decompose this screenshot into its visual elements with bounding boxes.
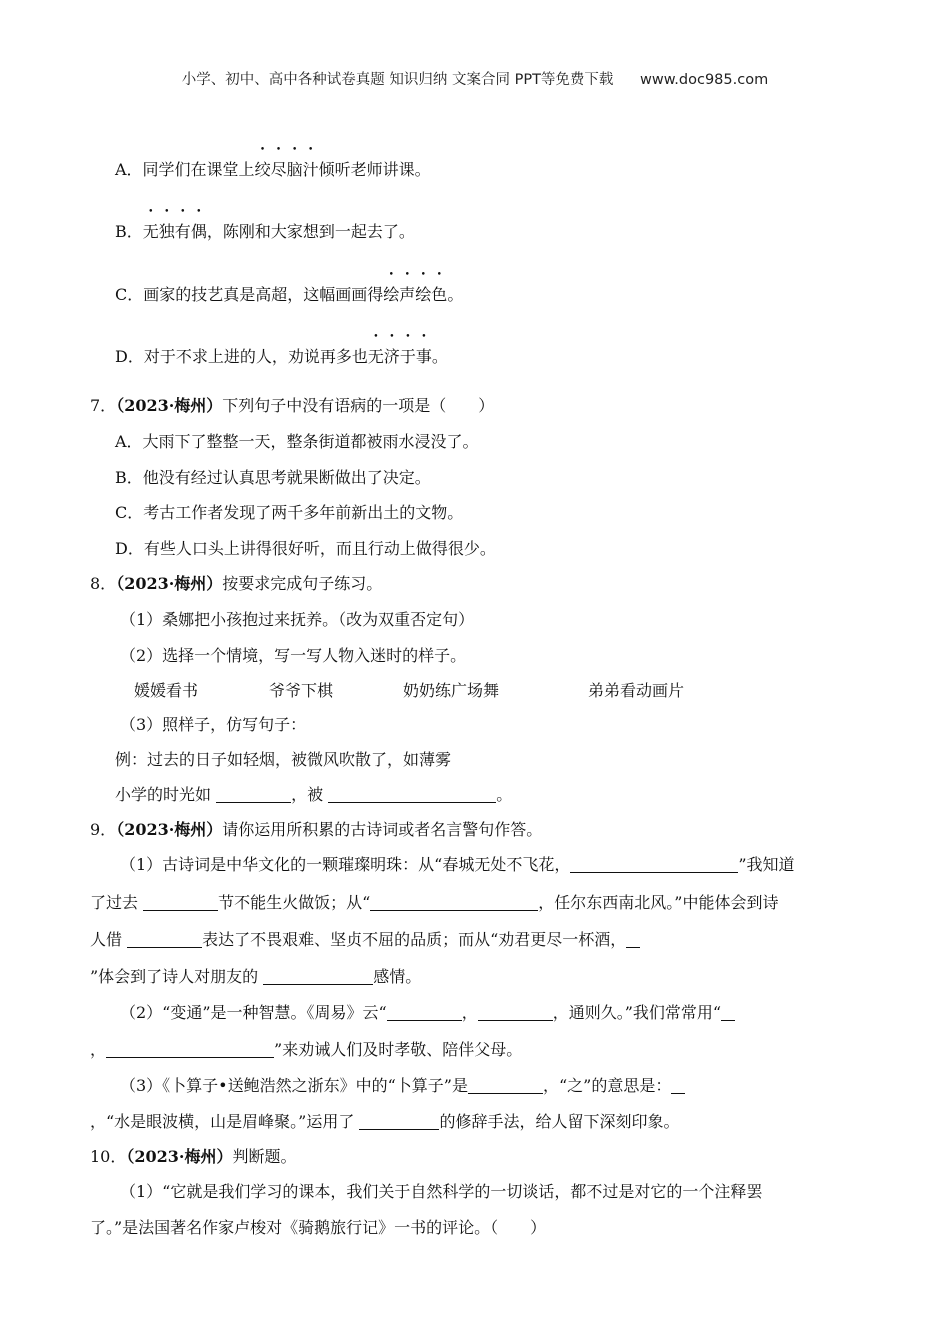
- emphasis-char: 绞: [254, 160, 271, 179]
- q9-line-2: 了过去 节不能生火做饭；从“ ，任尔东西南北风。”中能体会到诗: [90, 893, 779, 912]
- emphasis-char: 于: [399, 347, 416, 366]
- q8-part-1: （1）桑娜把小孩抱过来抚养。（改为双重否定句）: [120, 610, 475, 629]
- answer-blank[interactable]: [143, 893, 218, 911]
- emphasis-char: 绘: [383, 285, 400, 304]
- q8-scene-4: 弟弟看动画片: [588, 681, 685, 700]
- q6-option-b: B．无独有偶，陈刚和大家想到一起去了。: [115, 222, 415, 241]
- emphasis-char: 绘: [415, 285, 432, 304]
- answer-blank[interactable]: [370, 893, 538, 911]
- answer-blank[interactable]: [387, 1003, 462, 1021]
- emphasis-char: 色: [431, 285, 448, 304]
- emphasis-char: 尽: [270, 160, 287, 179]
- q7-option-a: A．大雨下了整整一天，整条街道都被雨水浸没了。: [115, 432, 479, 451]
- q10-line-2: 了。”是法国著名作家卢梭对《骑鹅旅行记》一书的评论。（ ）: [90, 1218, 547, 1237]
- page-header: [0, 68, 950, 89]
- answer-blank[interactable]: [478, 1003, 553, 1021]
- header-text: 小学、初中、高中各种试卷真题 知识归纳 文案合同 PPT等免费下载: [181, 72, 614, 88]
- answer-blank[interactable]: [263, 967, 373, 985]
- emphasis-char: 汁: [302, 160, 319, 179]
- q8-scene-2: 爷爷下棋: [269, 681, 334, 700]
- q8-scene-1: 媛媛看书: [134, 681, 199, 700]
- q9-line-3: 人借 表达了不畏艰难、坚贞不屈的品质；而从“劝君更尽一杯酒，: [90, 929, 640, 951]
- header-site: www.doc985.com: [640, 72, 769, 88]
- q8-scene-3: 奶奶练广场舞: [403, 681, 500, 700]
- q8-stem: 8．（2023·梅州）按要求完成句子练习。: [90, 574, 383, 593]
- q6-option-d: D．对于不求上进的人，劝说再多也无济于事。: [115, 347, 448, 366]
- emphasis-char: 独: [158, 222, 175, 241]
- emphasis-char: 有: [174, 222, 191, 241]
- q7-option-b: B．他没有经过认真思考就果断做出了决定。: [115, 468, 431, 487]
- emphasis-char: 偶: [190, 222, 207, 241]
- answer-blank[interactable]: [127, 930, 202, 948]
- q10-line-1: （1）“它就是我们学习的课本，我们关于自然科学的一切谈话，都不过是对它的一个注释罢: [120, 1182, 763, 1201]
- answer-blank[interactable]: [468, 1076, 543, 1094]
- answer-blank[interactable]: [216, 785, 291, 803]
- answer-blank[interactable]: [721, 1003, 735, 1021]
- q10-stem: 10．（2023·梅州）判断题。: [90, 1147, 297, 1166]
- emphasis-char: 无: [367, 347, 384, 366]
- emphasis-char: 济: [383, 347, 400, 366]
- q7-option-d: D．有些人口头上讲得很好听，而且行动上做得很少。: [115, 539, 496, 558]
- q9-line-6: ， ”来劝诫人们及时孝敬、陪伴父母。: [90, 1040, 523, 1059]
- answer-blank[interactable]: [328, 785, 496, 803]
- answer-blank[interactable]: [359, 1112, 439, 1130]
- q8-fill-line: 小学的时光如 ，被 。: [115, 785, 513, 804]
- q9-stem: 9．（2023·梅州）请你运用所积累的古诗词或者名言警句作答。: [90, 820, 543, 839]
- answer-blank[interactable]: [106, 1040, 274, 1058]
- answer-blank[interactable]: [671, 1076, 685, 1094]
- q9-line-8: ，“水是眼波横，山是眉峰聚。”运用了 的修辞手法，给人留下深刻印象。: [90, 1112, 680, 1131]
- q8-part-3: （3）照样子，仿写句子：: [120, 715, 307, 734]
- q7-option-c: C．考古工作者发现了两千多年前新出土的文物。: [115, 503, 464, 522]
- answer-blank[interactable]: [626, 930, 640, 948]
- emphasis-char: 脑: [286, 160, 303, 179]
- emphasis-char: 声: [399, 285, 416, 304]
- q9-line-5: （2）“变通”是一种智慧。《周易》云“ ， ，通则久。”我们常常用“: [120, 1002, 735, 1024]
- emphasis-char: 事: [415, 347, 432, 366]
- q7-stem: 7．（2023·梅州）下列句子中没有语病的一项是（ ）: [90, 396, 495, 415]
- q9-line-1: （1）古诗词是中华文化的一颗璀璨明珠：从“春城无处不飞花， ”我知道: [120, 855, 795, 874]
- q9-line-4: ”体会到了诗人对朋友的 感情。: [90, 967, 422, 986]
- emphasis-char: 无: [142, 222, 159, 241]
- q6-option-a: A．同学们在课堂上绞尽脑汁倾听老师讲课。: [115, 160, 431, 179]
- q8-example: 例：过去的日子如轻烟，被微风吹散了，如薄雾: [115, 750, 452, 769]
- q9-line-7: （3）《卜算子•送鲍浩然之浙东》中的“卜算子”是 ，“之”的意思是：: [120, 1075, 685, 1097]
- q8-part-2: （2）选择一个情境，写一写人物入迷时的样子。: [120, 646, 467, 665]
- q6-option-c: C．画家的技艺真是高超，这幅画画得绘声绘色。: [115, 285, 464, 304]
- answer-blank[interactable]: [570, 855, 738, 873]
